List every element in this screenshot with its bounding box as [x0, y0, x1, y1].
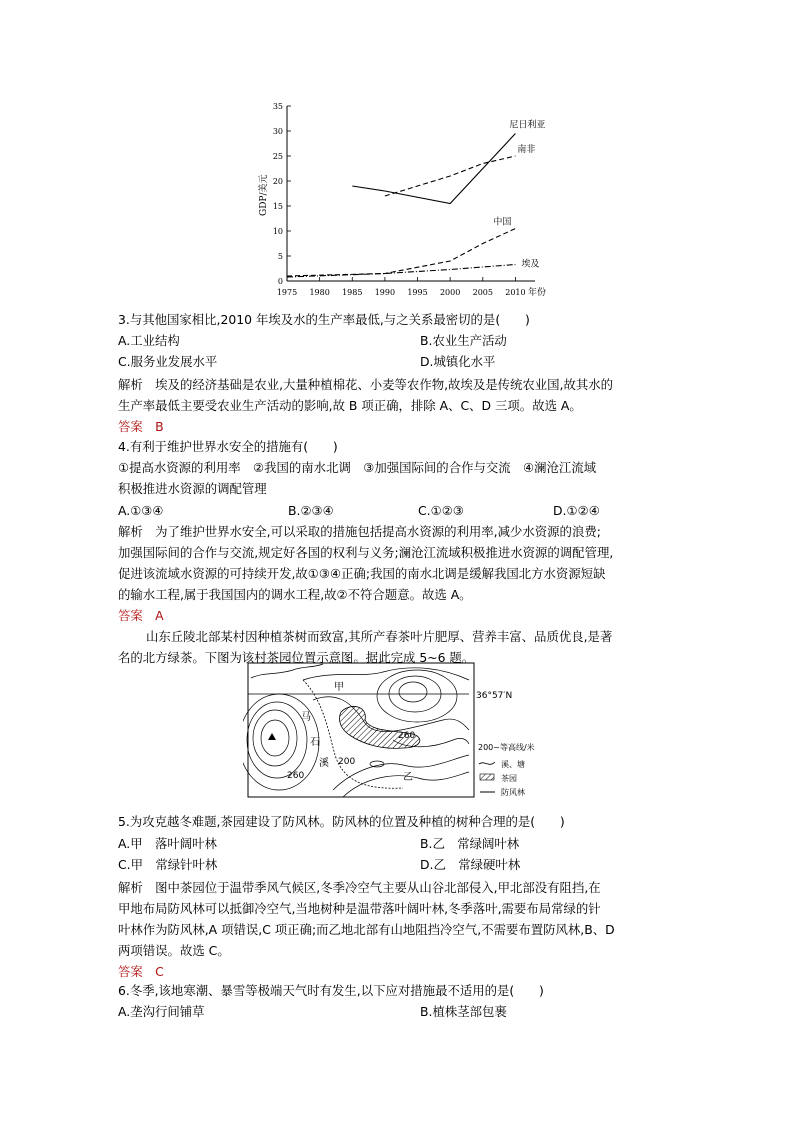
- x-tick-label: 1985: [342, 288, 363, 297]
- y-tick-label: 25: [272, 152, 283, 161]
- q4-explanation-3: 促进该流域水资源的可持续开发,故①③④正确;我国的南水北调是缓解我国北方水资源短缺: [118, 566, 606, 581]
- q6-option-b: B.植株茎部包裹: [420, 1004, 507, 1019]
- legend-tea: 茶园: [501, 774, 517, 783]
- q5-option-a: A.甲 落叶阔叶林: [118, 836, 217, 851]
- pond: [370, 761, 384, 767]
- x-tick-label: 2005: [472, 288, 493, 297]
- place-ma: 马: [301, 712, 311, 723]
- q6-options-row1: [118, 1001, 688, 1022]
- chart-series: [287, 134, 515, 278]
- legend-stream: 溪、塘: [501, 760, 525, 769]
- intro-line-2: 名的北方绿茶。下图为该村茶园位置示意图。据此完成 5~6 题。: [118, 650, 475, 665]
- q3-explanation-1: 解析 埃及的经济基础是农业,大量种植棉花、小麦等农作物,故埃及是传统农业国,故其水的: [118, 377, 614, 392]
- series-line-1: [385, 156, 516, 196]
- q4-option-d: D.①②④: [553, 503, 600, 518]
- q5-option-d: D.乙 常绿硬叶林: [420, 857, 521, 872]
- peak-triangle: [268, 733, 276, 740]
- chart-axes: [273, 102, 535, 297]
- q3-stem: 3.与其他国家相比,2010 年埃及水的生产率最低,与之关系最密切的是( ): [118, 312, 530, 327]
- series-label-2: 中国: [493, 217, 512, 228]
- q5-explanation-2: 甲地布局防风林可以抵御冷空气,当地树种是温带落叶阔叶林,冬季落叶,需要布局常绿的针: [118, 901, 601, 916]
- tea-garden-area: [339, 706, 419, 748]
- y-tick-label: 5: [277, 252, 283, 261]
- chart-ylabel: GDP/美元: [259, 174, 269, 216]
- q3-option-c: C.服务业发展水平: [118, 354, 218, 369]
- place-jia: 甲: [334, 682, 344, 693]
- x-tick-label: 1990: [374, 288, 396, 297]
- tea-garden-map: [243, 660, 553, 802]
- q3-explanation-2: 生产率最低主要受农业生产活动的影响,故 B 项正确，排除 A、C、D 三项。故选 A。: [118, 398, 582, 413]
- x-tick-label: 1975: [276, 288, 298, 297]
- q4-explanation-1: 解析 为了维护世界水安全,可以采取的措施包括提高水资源的利用率,减少水资源的浪费;: [118, 524, 601, 539]
- y-tick-label: 35: [272, 102, 283, 111]
- q3-option-b: B.农业生产活动: [420, 333, 507, 348]
- q3-answer: 答案 B: [118, 419, 164, 434]
- y-tick-label: 15: [272, 202, 283, 211]
- contour-label-200: 200: [338, 757, 356, 767]
- q6-option-a: A.垄沟行间铺草: [118, 1004, 205, 1019]
- q4-option-c: C.①②③: [418, 503, 464, 518]
- q4-answer: 答案 A: [118, 608, 164, 623]
- q5-answer: 答案 C: [118, 964, 164, 979]
- q4-explanation-2: 加强国际间的合作与交流,规定好各国的权利与义务;澜沧江流域积极推进水资源的调配管理,: [118, 545, 614, 560]
- series-line-0: [352, 134, 515, 204]
- q5-explanation-4: 两项错误。故选 C。: [118, 943, 230, 958]
- q4-stem: 4.有利于维护世界水安全的措施有( ): [118, 439, 338, 454]
- place-yi: 乙: [403, 772, 413, 783]
- contour-label-260-b: 260: [287, 771, 305, 781]
- y-tick-label: 0: [277, 277, 283, 286]
- series-label-0: 尼日利亚: [509, 120, 546, 131]
- q5-explanation-3: 叶林作为防风林,A 项错误,C 项正确;而乙地北部有山地阻挡冷空气,不需要布置防风林,B、D: [118, 922, 615, 937]
- q5-stem: 5.为攻克越冬难题,茶园建设了防风林。防风林的位置及种植的树种合理的是( ): [118, 814, 565, 829]
- legend-stream-symbol: [479, 762, 495, 764]
- q4-explanation-4: 的输水工程,属于我国国内的调水工程,故②不符合题意。故选 A。: [118, 587, 472, 602]
- series-label-1: 南非: [517, 145, 536, 155]
- q5-options-row2: [118, 854, 688, 875]
- series-label-3: 埃及: [521, 259, 540, 270]
- y-tick-label: 30: [272, 127, 283, 136]
- q4-option-a: A.①③④: [118, 503, 164, 518]
- legend-tea-symbol: [480, 774, 494, 780]
- map-legend: [478, 742, 535, 797]
- x-tick-label: 2000: [439, 288, 461, 297]
- gdp-line-chart: [250, 96, 550, 304]
- q4-options: [118, 500, 688, 521]
- q4-items-1: ①提高水资源的利用率 ②我国的南水北调 ③加强国际间的合作与交流 ④澜沧江流域: [118, 460, 597, 475]
- place-shi: 石: [310, 737, 320, 748]
- y-tick-label: 10: [272, 227, 283, 236]
- latitude-label: 36°57′N: [476, 691, 513, 701]
- q3-options-row1: [118, 330, 688, 351]
- q5-options-row1: [118, 833, 688, 854]
- y-tick-label: 20: [272, 177, 283, 186]
- q3-option-d: D.城镇化水平: [420, 354, 496, 369]
- x-tick-label: 1980: [309, 288, 330, 297]
- legend-wind: 防风林: [501, 788, 525, 797]
- legend-contour: 200~等高线/米: [478, 743, 535, 752]
- x-tick-label: 2010: [505, 288, 526, 297]
- q4-items-2: 积极推进水资源的调配管理: [118, 481, 267, 496]
- series-line-2: [287, 229, 515, 277]
- chart-xlabel: 年份: [528, 288, 547, 298]
- chart-labels: [493, 119, 545, 270]
- q5-explanation-1: 解析 图中茶园位于温带季风气候区,冬季冷空气主要从山谷北部侵入,甲北部没有阻挡,在: [118, 880, 601, 895]
- intro-line-1: 山东丘陵北部某村因种植茶树而致富,其所产春茶叶片肥厚、营养丰富、品质优良,是著: [146, 629, 613, 644]
- place-xi: 溪: [319, 758, 329, 769]
- q3-options-row2: [118, 351, 688, 372]
- q5-option-c: C.甲 常绿针叶林: [118, 857, 218, 872]
- q5-option-b: B.乙 常绿阔叶林: [420, 836, 520, 851]
- q3-option-a: A.工业结构: [118, 333, 180, 348]
- q6-stem: 6.冬季,该地寒潮、暴雪等极端天气时有发生,以下应对措施最不适用的是( ): [118, 983, 544, 998]
- x-tick-label: 1995: [407, 288, 428, 297]
- q4-option-b: B.②③④: [288, 503, 334, 518]
- contour-label-260-a: 260: [398, 731, 416, 741]
